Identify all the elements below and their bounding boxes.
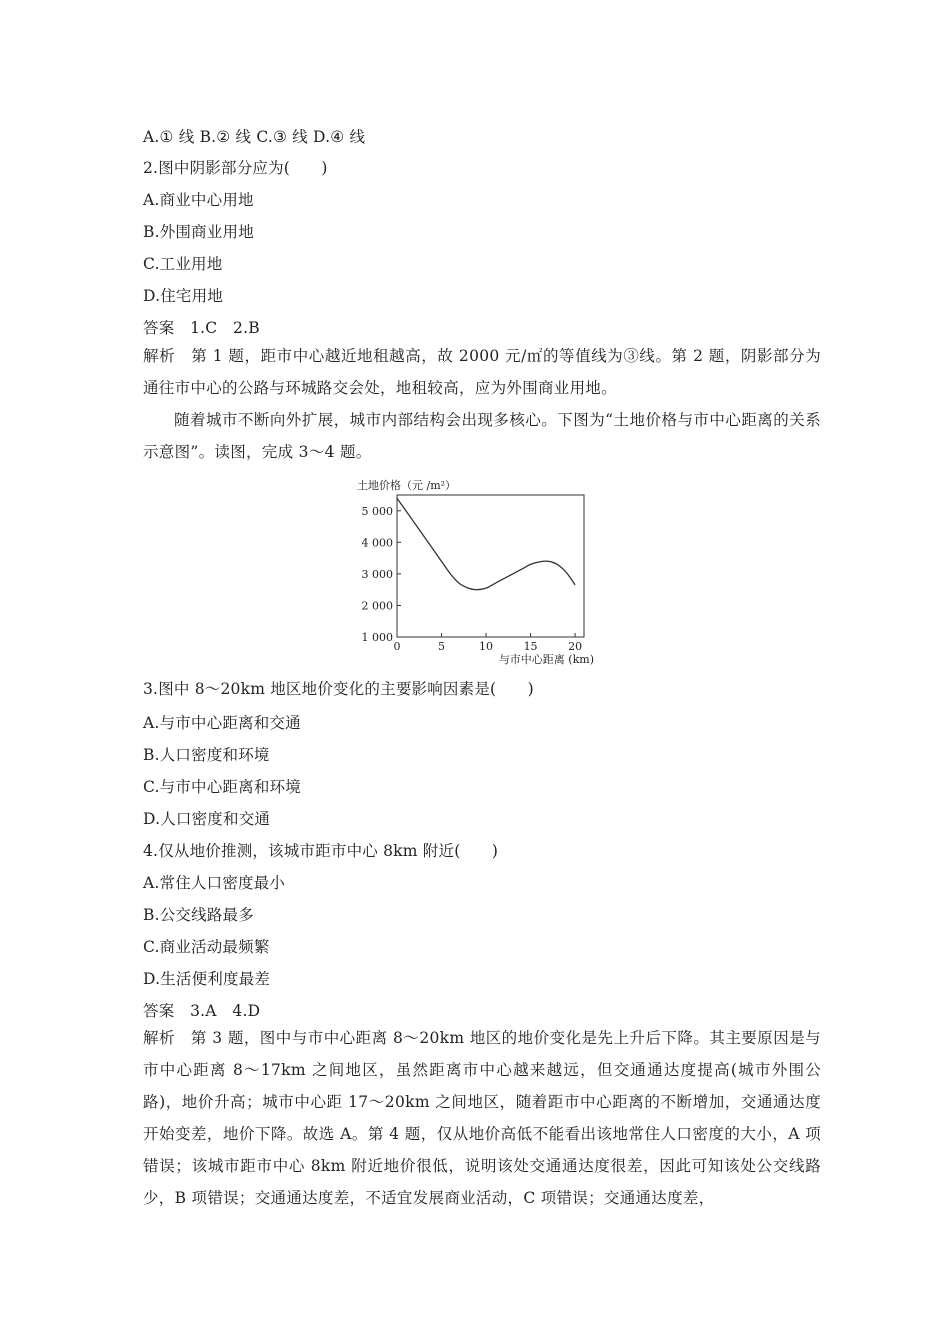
q2-option-c: C.工业用地	[143, 255, 223, 273]
x-ticks	[394, 633, 583, 653]
x-tick-label: 0	[393, 640, 401, 653]
q3-option-b: B.人口密度和环境	[143, 746, 270, 764]
land-price-chart	[355, 474, 600, 670]
x-tick-label: 5	[438, 640, 446, 653]
x-tick-label: 10	[479, 640, 494, 653]
x-tick-label: 15	[523, 640, 538, 653]
price-curve	[397, 498, 575, 590]
q4-option-b: B.公交线路最多	[143, 906, 254, 924]
y-tick-label: 3 000	[361, 567, 393, 581]
q2-stem: 2.图中阴影部分应为( )	[143, 159, 328, 177]
analysis-3-4: 解析 第 3 题，图中与市中心距离 8～20km 地区的地价变化是先上升后下降。其主要原因是与市中心距离 8～17km 之间地区，虽然距离市中心越来越远，但交通通达度提高(城市外围公路)，地价升高；城市中心距 17～20km 之间地区，随着距市中心距离的不断增加，交通通达度开始变差，地价下降。故选 A。第 4 题，仅从地价高低不能看出该地常住人口密度的大小，A 项错误；该城市距市中心 8km 附近地价很低，说明该处交通通达度很差，因此可知该处公交线路少，B 项错误；交通通达度差，不适宜发展商业活动，C 项错误；交通通达度差，	[143, 1029, 821, 1207]
y-tick-label: 1 000	[361, 631, 393, 644]
answer-3-4: 答案 3.A 4.D	[143, 1002, 261, 1020]
q2-option-b: B.外围商业用地	[143, 223, 254, 241]
y-tick-label: 5 000	[361, 504, 393, 518]
q4-option-c: C.商业活动最频繁	[143, 938, 270, 956]
y-ticks	[362, 505, 402, 644]
x-tick-label: 20	[568, 640, 583, 653]
q3-option-a: A.与市中心距离和交通	[143, 714, 301, 732]
q3-option-d: D.人口密度和交通	[143, 810, 271, 828]
q3-option-c: C.与市中心距离和环境	[143, 778, 301, 796]
q3-stem: 3.图中 8～20km 地区地价变化的主要影响因素是( )	[143, 680, 534, 698]
plot-frame	[397, 495, 584, 637]
y-tick-label: 4 000	[361, 536, 393, 550]
answer-1-2: 答案 1.C 2.B	[143, 319, 260, 337]
q4-option-a: A.常住人口密度最小	[143, 874, 286, 892]
q2-option-a: A.商业中心用地	[143, 191, 254, 209]
intro-paragraph: 随着城市不断向外扩展，城市内部结构会出现多核心。下图为“土地价格与市中心距离的关系示意图”。读图，完成 3～4 题。	[143, 411, 821, 461]
y-axis-label: 土地价格（元 /m²）	[357, 479, 457, 492]
x-axis-label: 与市中心距离 (km)	[498, 653, 594, 666]
q1-options: A.① 线 B.② 线 C.③ 线 D.④ 线	[143, 128, 366, 146]
y-tick-label: 2 000	[361, 599, 393, 613]
q4-stem: 4.仅从地价推测，该城市距市中心 8km 附近( )	[143, 842, 499, 860]
q4-option-d: D.生活便利度最差	[143, 970, 271, 988]
analysis-1-2: 解析 第 1 题，距市中心越近地租越高，故 2000 元/㎡的等值线为③线。第 2 题，阴影部分为通往市中心的公路与环城路交会处，地租较高，应为外围商业用地。	[143, 347, 821, 397]
q2-option-d: D.住宅用地	[143, 287, 224, 305]
